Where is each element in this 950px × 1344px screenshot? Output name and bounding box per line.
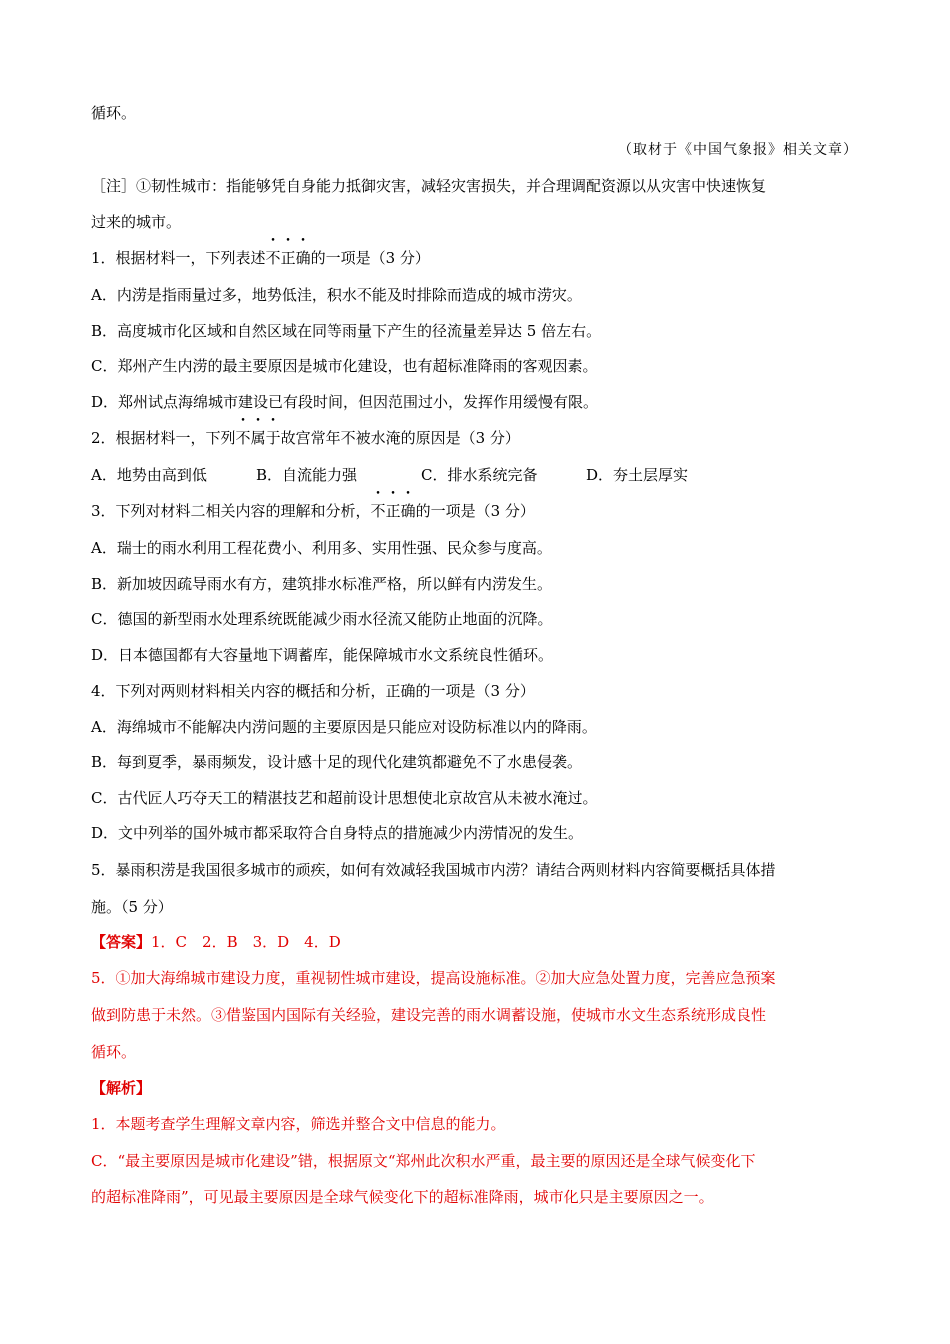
emphasis-char: 不 (370, 502, 386, 520)
analysis-line-2: C．“最主要原因是城市化建设”错，根据原文“郑州此次积水严重，最主要的原因还是全球气候变化下 (91, 1152, 756, 1170)
emphasis-char: 正 (385, 502, 401, 520)
note-line-2: 过来的城市。 (91, 213, 182, 231)
analysis-label: 【解析】 (91, 1079, 152, 1097)
answer-label: 【答案】 (91, 933, 152, 951)
answer-text: 1．C 2．B 3．D 4．D (151, 933, 341, 951)
emphasis-char: 不 (235, 429, 251, 447)
continuation-line: 循环。 (91, 104, 137, 122)
q2-stem (91, 428, 858, 448)
q3-option-b: B．新加坡因疏导雨水有方，建筑排水标准严格，所以鲜有内涝发生。 (91, 575, 553, 593)
q3-stem (91, 501, 858, 521)
answer-q5-line-2: 做到防患于未然。③借鉴国内国际有关经验，建设完善的雨水调蓄设施，使城市水文生态系统形成良性 (91, 1006, 767, 1024)
q2-options (91, 465, 858, 485)
emphasis-char: 不 (265, 249, 281, 267)
q2-option-a: A．地势由高到低 (91, 466, 207, 484)
q1-option-c: C．郑州产生内涝的最主要原因是城市化建设，也有超标准降雨的客观因素。 (91, 357, 598, 375)
emphasis-char: 于 (265, 429, 281, 447)
q2-option-c: C．排水系统完备 (421, 466, 538, 484)
q1-option-d: D．郑州试点海绵城市建设已有段时间，但因范围过小，发挥作用缓慢有限。 (91, 393, 599, 411)
q2-option-b: B．自流能力强 (256, 466, 358, 484)
answer-q5-line-1: 5．①加大海绵城市建设力度，重视韧性城市建设，提高设施标准。②加大应急处置力度，完善应急预案 (91, 969, 776, 987)
q5-line-2: 施。（5 分） (91, 898, 173, 916)
note-line-1: ［注］①韧性城市：指能够凭自身能力抵御灾害，减轻灾害损失，并合理调配资源以从灾害中快速恢复 (91, 177, 767, 195)
q1-stem (91, 248, 858, 268)
analysis-line-3: 的超标准降雨”，可见最主要原因是全球气候变化下的超标准降雨，城市化只是主要原因之一。 (91, 1188, 714, 1206)
analysis-line-1: 1．本题考查学生理解文章内容，筛选并整合文中信息的能力。 (91, 1115, 506, 1133)
q4-option-d: D．文中列举的国外城市都采取符合自身特点的措施减少内涝情况的发生。 (91, 824, 584, 842)
answer-q5-line-3: 循环。 (91, 1043, 137, 1061)
answer-line (91, 932, 858, 952)
q1-stem-pre: 1．根据材料一，下列表述 (91, 249, 266, 267)
emphasis-char: 确 (400, 502, 416, 520)
emphasis-char: 正 (280, 249, 296, 267)
emphasis-char: 属 (250, 429, 266, 447)
q2-option-d: D．夯土层厚实 (586, 466, 689, 484)
q1-option-b: B．高度城市化区域和自然区域在同等雨量下产生的径流量差异达 5 倍左右。 (91, 322, 602, 340)
q1-option-a: A．内涝是指雨量过多，地势低洼，积水不能及时排除而造成的城市涝灾。 (91, 286, 582, 304)
q4-stem: 4．下列对两则材料相关内容的概括和分析，正确的一项是（3 分） (91, 682, 535, 700)
q3-stem-pre: 3．下列对材料二相关内容的理解和分析， (91, 502, 371, 520)
q4-option-b: B．每到夏季，暴雨频发，设计感十足的现代化建筑都避免不了水患侵袭。 (91, 753, 583, 771)
q2-stem-pre: 2．根据材料一，下列 (91, 429, 236, 447)
q4-option-c: C．古代匠人巧夺天工的精湛技艺和超前设计思想使北京故宫从未被水淹过。 (91, 789, 598, 807)
q3-option-d: D．日本德国都有大容量地下调蓄库，能保障城市水文系统良性循环。 (91, 646, 554, 664)
q4-option-a: A．海绵城市不能解决内涝问题的主要原因是只能应对设防标准以内的降雨。 (91, 718, 597, 736)
q1-stem-post: 的一项是（3 分） (310, 249, 430, 267)
emphasis-char: 确 (295, 249, 311, 267)
q3-option-a: A．瑞士的雨水利用工程花费小、利用多、实用性强、民众参与度高。 (91, 539, 552, 557)
q2-stem-post: 故宫常年不被水淹的原因是（3 分） (280, 429, 520, 447)
source-citation: （取材于《中国气象报》相关文章） (618, 142, 858, 158)
q5-line-1: 5．暴雨积涝是我国很多城市的顽疾，如何有效减轻我国城市内涝？请结合两则材料内容简要概括具体措 (91, 861, 776, 879)
q3-option-c: C．德国的新型雨水处理系统既能减少雨水径流又能防止地面的沉降。 (91, 610, 553, 628)
q3-stem-post: 的一项是（3 分） (415, 502, 535, 520)
